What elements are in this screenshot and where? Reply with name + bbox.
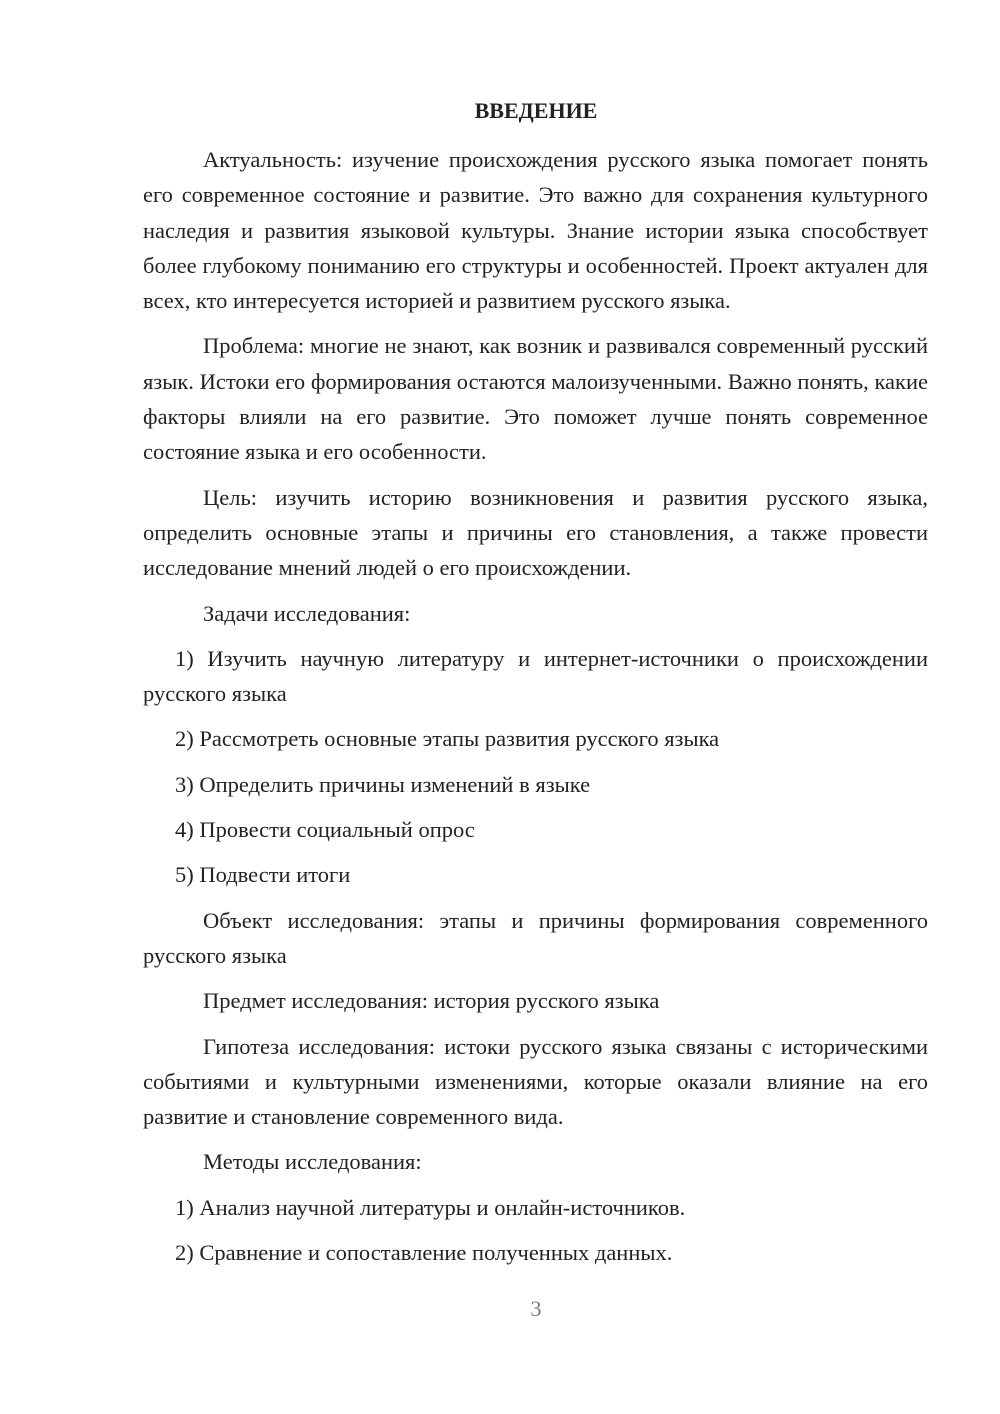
task-item: 3) Определить причины изменений в языке — [175, 771, 591, 797]
task-item: 2) Рассмотреть основные этапы развития русского языка — [175, 726, 720, 752]
subject-paragraph: Предмет исследования: история русского языка — [203, 988, 660, 1014]
tasks-heading: Задачи исследования: — [203, 600, 411, 626]
task-item: 5) Подвести итоги — [175, 862, 351, 888]
task-item: 1) Изучить научную литературу и интернет-источники о происхождении русского языка — [143, 645, 928, 707]
page-number: 3 — [530, 1296, 542, 1321]
task-item: 4) Провести социальный опрос — [175, 817, 475, 843]
methods-heading: Методы исследования: — [203, 1149, 422, 1175]
method-item: 1) Анализ научной литературы и онлайн-источников. — [175, 1194, 686, 1220]
page-title: ВВЕДЕНИЕ — [474, 98, 598, 123]
goal-paragraph: Цель: изучить историю возникновения и развития русского языка, определить основные этапы и причины его становления, а также провести исследование мнений людей о его происхождении. — [143, 484, 928, 581]
relevance-paragraph: Актуальность: изучение происхождения русского языка помогает понять его современное состояние и развитие. Это важно для сохранения культурного наследия и развития языковой культуры. Знание истории языка способствует более глубокому пониманию его структуры и особенностей. Проект актуален для всех, кто интересуется историей и развитием русского языка. — [143, 147, 928, 314]
document-body — [143, 142, 928, 1280]
hypothesis-paragraph: Гипотеза исследования: истоки русского языка связаны с историческими событиями и культурными изменениями, которые оказали влияние на его развитие и становление современного вида. — [143, 1033, 928, 1130]
method-item: 2) Сравнение и сопоставление полученных данных. — [175, 1240, 673, 1266]
problem-paragraph: Проблема: многие не знают, как возник и развивался современный русский язык. Истоки его формирования остаются малоизученными. Важно понять, какие факторы влияли на его развитие. Это поможет лучше понять современное состояние языка и его особенности. — [143, 333, 928, 465]
object-paragraph: Объект исследования: этапы и причины формирования современного русского языка — [143, 907, 928, 968]
